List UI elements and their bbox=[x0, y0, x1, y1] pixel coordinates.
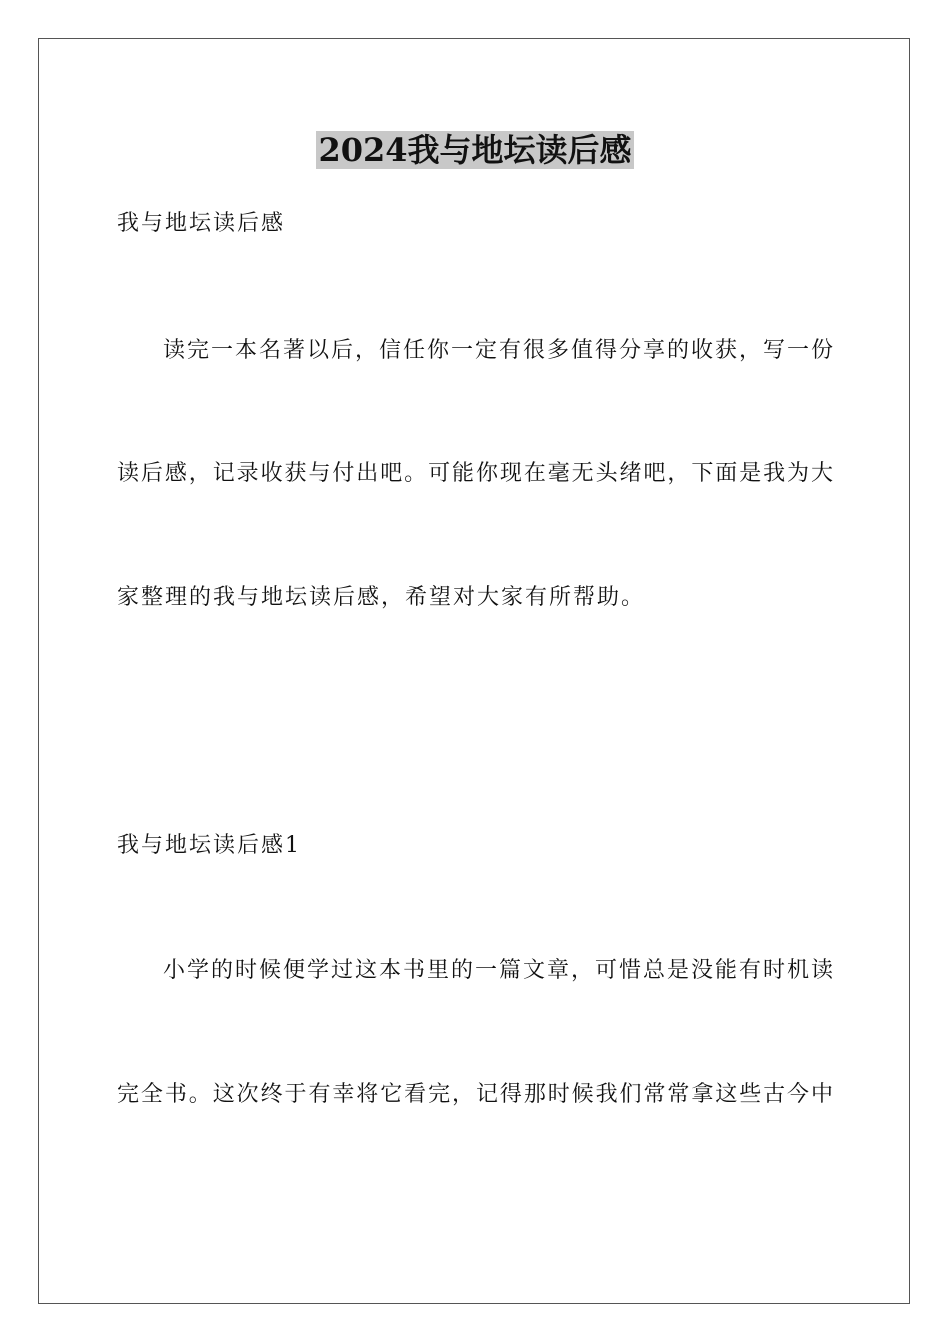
section-heading: 我与地坛读后感1 bbox=[117, 833, 301, 858]
paragraph-line: 完全书。这次终于有幸将它看完，记得那时候我们常常拿这些古今中 bbox=[117, 1082, 833, 1107]
document-title bbox=[0, 128, 950, 172]
paragraph-line: 读后感，记录收获与付出吧。可能你现在毫无头绪吧，下面是我为大 bbox=[117, 461, 833, 486]
document-title-text: 2024我与地坛读后感 bbox=[318, 131, 632, 169]
subtitle: 我与地坛读后感 bbox=[117, 211, 286, 236]
paragraph-line: 家整理的我与地坛读后感，希望对大家有所帮助。 bbox=[117, 585, 646, 610]
paragraph-line: 小学的时候便学过这本书里的一篇文章，可惜总是没能有时机读 bbox=[163, 958, 833, 983]
paragraph-line: 读完一本名著以后，信任你一定有很多值得分享的收获，写一份 bbox=[163, 338, 833, 363]
